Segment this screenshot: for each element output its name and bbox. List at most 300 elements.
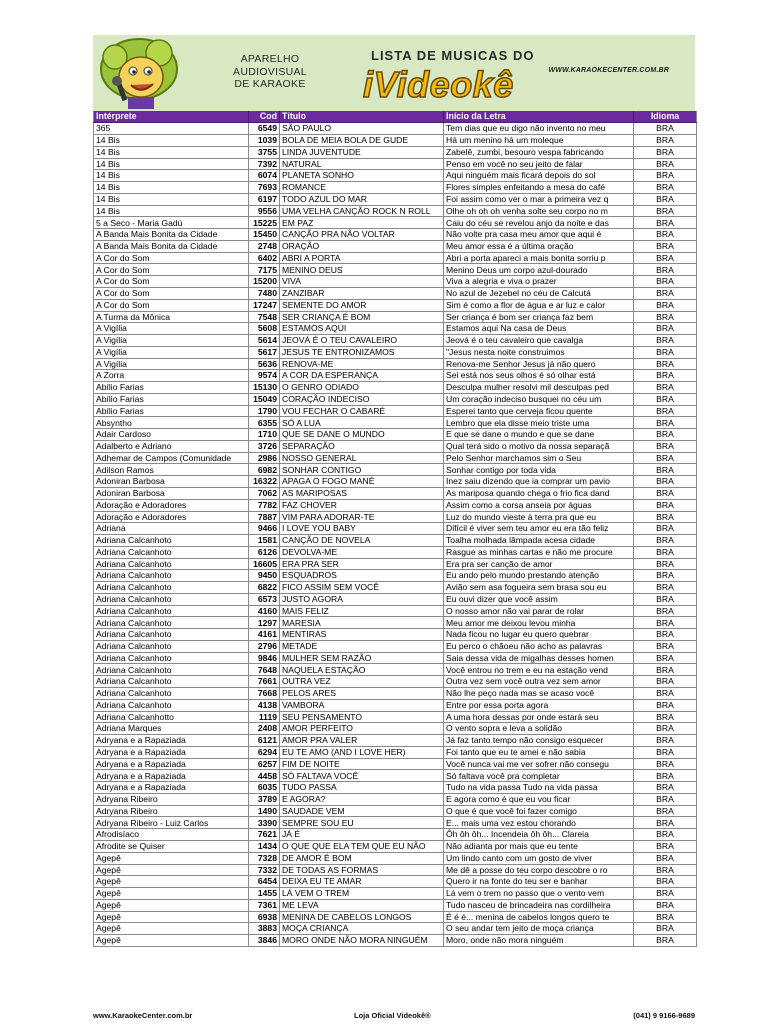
cell-cod: 9466 [249,523,280,535]
cell-idioma: BRA [634,570,697,582]
cell-inicio: Foi tanto que eu te amei e não sabia [444,746,634,758]
cell-idioma: BRA [634,193,697,205]
cell-cod: 6402 [249,252,280,264]
table-row [94,935,697,947]
cell-inicio: Rasgue as minhas cartas e não me procure [444,546,634,558]
cell-titulo: MENINA DE CABELOS LONGOS [280,911,444,923]
cell-inicio: Flores simples enfeitando a mesa do café [444,182,634,194]
cell-interprete: Afrodite se Quiser [94,840,249,852]
cell-cod: 6294 [249,746,280,758]
cell-idioma: BRA [634,817,697,829]
cell-interprete: Adryana e a Rapaziada [94,735,249,747]
song-table [93,111,697,947]
cell-cod: 6121 [249,735,280,747]
header-banner [93,35,695,111]
cell-idioma: BRA [634,523,697,535]
cell-titulo: SÃO PAULO [280,123,444,135]
cell-cod: 7668 [249,688,280,700]
cell-inicio: Aqui ninguém mais ficará depois do sol [444,170,634,182]
aparelho-tagline [205,53,335,91]
table-row [94,746,697,758]
table-row [94,405,697,417]
table-row [94,287,697,299]
cell-cod: 16322 [249,476,280,488]
tagline-line-3: DE KARAOKE [234,78,306,90]
cell-titulo: UMA VELHA CANÇÃO ROCK N ROLL [280,205,444,217]
table-row [94,605,697,617]
table-row [94,193,697,205]
cell-inicio: O vento sopra e leva a solidão [444,723,634,735]
cell-interprete: Adilson Ramos [94,464,249,476]
cell-inicio: Ôh ôh ôh... Incendeia ôh ôh... Clareia [444,829,634,841]
cell-cod: 6982 [249,464,280,476]
cell-titulo: MENINO DEUS [280,264,444,276]
cell-cod: 2408 [249,723,280,735]
cell-inicio: O seu andar tem jeito de moça criança [444,923,634,935]
table-row [94,299,697,311]
cell-cod: 6355 [249,417,280,429]
cell-interprete: A Cor do Som [94,299,249,311]
table-row [94,417,697,429]
cell-titulo: SEU PENSAMENTO [280,711,444,723]
cell-cod: 1581 [249,535,280,547]
cell-titulo: I LOVE YOU BABY [280,523,444,535]
cell-inicio: As mariposa quando chega o frio fica dand [444,488,634,500]
cell-inicio: Você nunca vai me ver sofrer não consegu [444,758,634,770]
cell-inicio: Renova-me Senhor Jesus já não quero [444,358,634,370]
cell-interprete: 365 [94,123,249,135]
cell-idioma: BRA [634,335,697,347]
cell-titulo: ESTAMOS AQUI [280,323,444,335]
cell-cod: 6454 [249,876,280,888]
table-row [94,217,697,229]
cell-inicio: Não lhe peço nada mas se acaso você [444,688,634,700]
cell-idioma: BRA [634,158,697,170]
cell-titulo: ROMANCE [280,182,444,194]
cell-inicio: E... mais uma vez estou chorando [444,817,634,829]
cell-interprete: Adryana Ribeiro [94,793,249,805]
cell-inicio: Menino Deus um corpo azul-dourado [444,264,634,276]
cell-idioma: BRA [634,793,697,805]
col-idioma: Idioma [634,111,697,123]
cell-cod: 7480 [249,287,280,299]
cell-cod: 6573 [249,593,280,605]
cell-titulo: PELOS ARES [280,688,444,700]
cell-interprete: Agepê [94,888,249,900]
cell-idioma: BRA [634,252,697,264]
cell-interprete: Adriana Calcanhoto [94,617,249,629]
cell-inicio: Lembro que ela disse meio triste uma [444,417,634,429]
table-row [94,370,697,382]
cell-titulo: FICO ASSIM SEM VOCÊ [280,582,444,594]
cell-idioma: BRA [634,499,697,511]
table-row [94,570,697,582]
cell-cod: 6822 [249,582,280,594]
cell-interprete: 14 Bis [94,158,249,170]
cell-titulo: BOLA DE MEIA BOLA DE GUDE [280,135,444,147]
cell-inicio: Outra vez sem você outra vez sem amor [444,676,634,688]
table-row [94,452,697,464]
cell-titulo: APAGA O FOGO MANÉ [280,476,444,488]
table-row [94,476,697,488]
cell-titulo: DEIXA EU TE AMAR [280,876,444,888]
table-row [94,323,697,335]
table-row [94,240,697,252]
cell-interprete: Agepê [94,864,249,876]
cell-inicio: Eu perco o chãoeu não acho as palavras [444,640,634,652]
table-row [94,758,697,770]
cell-interprete: A Banda Mais Bonita da Cidade [94,240,249,252]
cell-titulo: MAIS FELIZ [280,605,444,617]
cell-inicio: Avião sem asa fogueira sem brasa sou eu [444,582,634,594]
cell-inicio: Inez saiu dizendo que ia comprar um pavio [444,476,634,488]
cell-interprete: Adriana Calcanhoto [94,640,249,652]
cell-inicio: Viva a alegria e viva o prazer [444,276,634,288]
table-row [94,358,697,370]
cell-inicio: Não volte pra casa meu amor que aqui é [444,229,634,241]
cell-cod: 6074 [249,170,280,182]
cell-titulo: ORAÇÃO [280,240,444,252]
table-row [94,888,697,900]
footer-phone: (041) 9 9166-9689 [633,1011,695,1020]
cell-idioma: BRA [634,264,697,276]
cell-idioma: BRA [634,229,697,241]
cell-cod: 4161 [249,629,280,641]
table-row [94,735,697,747]
cell-cod: 2748 [249,240,280,252]
cell-idioma: BRA [634,393,697,405]
cell-titulo: AMOR PERFEITO [280,723,444,735]
table-row [94,711,697,723]
cell-interprete: Agepê [94,923,249,935]
cell-inicio: Luz do mundo vieste à terra pra que eu [444,511,634,523]
cell-titulo: O GENRO ODIADO [280,382,444,394]
cell-titulo: NAQUELA ESTAÇÃO [280,664,444,676]
cell-idioma: BRA [634,876,697,888]
cell-cod: 6197 [249,193,280,205]
cell-interprete: Adoniran Barbosa [94,476,249,488]
cell-idioma: BRA [634,782,697,794]
cell-inicio: A uma hora dessas por onde estará seu [444,711,634,723]
cell-cod: 4138 [249,699,280,711]
cell-idioma: BRA [634,805,697,817]
cell-interprete: A Cor do Som [94,252,249,264]
cell-cod: 1710 [249,429,280,441]
cell-titulo: VIVA [280,276,444,288]
cell-interprete: 5 a Seco - Maria Gadú [94,217,249,229]
cell-inicio: Toalha molhada lâmpada acesa cidade [444,535,634,547]
cell-inicio: Há um menino há um moleque [444,135,634,147]
cell-cod: 7621 [249,829,280,841]
cell-cod: 6549 [249,123,280,135]
cell-idioma: BRA [634,287,697,299]
cell-inicio: Não adianta por mais que eu tente [444,840,634,852]
cell-inicio: Saia dessa vida de migalhas desses homen [444,652,634,664]
table-row [94,311,697,323]
cell-idioma: BRA [634,440,697,452]
table-row [94,146,697,158]
cell-cod: 7887 [249,511,280,523]
cell-titulo: A COR DA ESPERANÇA [280,370,444,382]
cell-interprete: Abílio Farias [94,382,249,394]
cell-cod: 2796 [249,640,280,652]
tagline-line-1: APARELHO [240,53,300,65]
cell-inicio: Difícil é viver sem teu amor eu era tão feliz [444,523,634,535]
cell-interprete: Adriana Calcanhoto [94,593,249,605]
cell-idioma: BRA [634,746,697,758]
cell-interprete: Adalberto e Adriano [94,440,249,452]
cell-interprete: Agepê [94,876,249,888]
cell-cod: 7175 [249,264,280,276]
table-row [94,170,697,182]
table-row [94,264,697,276]
cell-idioma: BRA [634,676,697,688]
table-row [94,205,697,217]
cell-inicio: Era pra ser canção de amor [444,558,634,570]
cell-idioma: BRA [634,146,697,158]
cell-titulo: NOSSO GENERAL [280,452,444,464]
table-row [94,429,697,441]
table-row [94,182,697,194]
cell-idioma: BRA [634,711,697,723]
cell-titulo: ME LEVA [280,899,444,911]
cell-idioma: BRA [634,217,697,229]
cell-titulo: VIM PARA ADORAR-TE [280,511,444,523]
cell-titulo: TODO AZUL DO MAR [280,193,444,205]
cell-titulo: JESUS TE ENTRONIZAMOS [280,346,444,358]
cell-idioma: BRA [634,852,697,864]
cell-titulo: SER CRIANÇA É BOM [280,311,444,323]
cell-interprete: Adriana Calcanhoto [94,582,249,594]
table-row [94,864,697,876]
table-row [94,852,697,864]
cell-titulo: ZANZIBAR [280,287,444,299]
cell-titulo: SEPARAÇÃO [280,440,444,452]
cell-idioma: BRA [634,170,697,182]
cell-inicio: Meu amor essa é a última oração [444,240,634,252]
cell-titulo: MARESIA [280,617,444,629]
cell-inicio: Já faz tanto tempo não consigo esquecer [444,735,634,747]
table-row [94,664,697,676]
cell-interprete: Adriana Calcanhoto [94,699,249,711]
cell-interprete: 14 Bis [94,170,249,182]
cell-cod: 7361 [249,899,280,911]
cell-titulo: VOU FECHAR O CABARÉ [280,405,444,417]
cell-cod: 1119 [249,711,280,723]
cell-inicio: Sonhar contigo por toda vida [444,464,634,476]
cell-inicio: Estamos aqui Na casa de Deus [444,323,634,335]
cell-cod: 17247 [249,299,280,311]
table-row [94,511,697,523]
cell-interprete: Agepê [94,911,249,923]
cell-interprete: Adair Cardoso [94,429,249,441]
cell-titulo: JEOVÁ É O TEU CAVALEIRO [280,335,444,347]
table-row [94,699,697,711]
table-row [94,629,697,641]
cell-titulo: EM PAZ [280,217,444,229]
table-row [94,617,697,629]
cell-cod: 4160 [249,605,280,617]
table-row [94,723,697,735]
cell-titulo: O QUE QUE ELA TEM QUE EU NÃO [280,840,444,852]
website-link[interactable]: WWW.KARAOKECENTER.COM.BR [548,67,669,74]
table-row [94,229,697,241]
table-row [94,593,697,605]
cell-cod: 15049 [249,393,280,405]
cell-cod: 5636 [249,358,280,370]
footer-website[interactable]: www.KaraokeCenter.com.br [93,1011,193,1020]
table-row [94,382,697,394]
cell-interprete: Adryana Ribeiro - Luiz Carlos [94,817,249,829]
cell-inicio: Sei está nos seus olhos é só olhar está [444,370,634,382]
cell-idioma: BRA [634,888,697,900]
cell-interprete: 14 Bis [94,146,249,158]
table-row [94,911,697,923]
cell-inicio: Esperei tanto que cerveja ficou quente [444,405,634,417]
cell-titulo: DE AMOR É BOM [280,852,444,864]
cell-interprete: A Vigília [94,323,249,335]
cell-inicio: Qual terá sido o motivo da nossa separaçã [444,440,634,452]
cell-idioma: BRA [634,923,697,935]
cell-idioma: BRA [634,911,697,923]
cell-inicio: Assim como a corsa anseia por águas [444,499,634,511]
cell-idioma: BRA [634,452,697,464]
cell-titulo: LÁ VEM O TREM [280,888,444,900]
cell-interprete: Adriana Calcanhoto [94,676,249,688]
cell-cod: 6938 [249,911,280,923]
table-row [94,770,697,782]
ivideoke-logo: iVideokê [363,64,514,105]
cell-titulo: DE TODAS AS FORMAS [280,864,444,876]
cell-titulo: MORO ONDE NÃO MORA NINGUÉM [280,935,444,947]
cell-inicio: Foi assim como ver o mar a primeira vez q [444,193,634,205]
table-row [94,793,697,805]
cell-interprete: Adryana e a Rapaziada [94,770,249,782]
table-row [94,488,697,500]
cell-interprete: Adoniran Barbosa [94,488,249,500]
cell-interprete: Agepê [94,899,249,911]
cell-cod: 9846 [249,652,280,664]
cell-inicio: É é é... menina de cabelos longos quero te [444,911,634,923]
table-row [94,393,697,405]
cell-titulo: ESQUADROS [280,570,444,582]
cell-cod: 7548 [249,311,280,323]
cell-interprete: Adryana e a Rapaziada [94,758,249,770]
cell-titulo: TUDO PASSA [280,782,444,794]
cell-idioma: BRA [634,417,697,429]
cell-titulo: SEMPRE SOU EU [280,817,444,829]
lista-title: LISTA DE MUSICAS DO [371,48,535,63]
cell-idioma: BRA [634,311,697,323]
cell-interprete: Agepê [94,935,249,947]
cell-cod: 7332 [249,864,280,876]
cell-cod: 16605 [249,558,280,570]
table-row [94,676,697,688]
col-titulo: Título [280,111,444,123]
cell-idioma: BRA [634,346,697,358]
mascot-illustration [93,35,185,111]
cell-titulo: PLANETA SONHO [280,170,444,182]
cell-interprete: A Vigília [94,346,249,358]
cell-cod: 7693 [249,182,280,194]
cell-interprete: Afrodisíaco [94,829,249,841]
cell-titulo: DEVOLVA-ME [280,546,444,558]
cell-idioma: BRA [634,123,697,135]
cell-interprete: Adryana e a Rapaziada [94,746,249,758]
cell-interprete: A Cor do Som [94,264,249,276]
cell-idioma: BRA [634,182,697,194]
cell-inicio: Abri a porta apareci a mais bonita sorriu p [444,252,634,264]
cell-titulo: FAZ CHOVER [280,499,444,511]
table-row [94,158,697,170]
cell-idioma: BRA [634,770,697,782]
cell-interprete: Agepê [94,852,249,864]
cell-inicio: Jeová é o teu cavaleiro que cavalga [444,335,634,347]
cell-titulo: MOÇA CRIANÇA [280,923,444,935]
cell-idioma: BRA [634,829,697,841]
cell-interprete: Adriana Calcanhoto [94,664,249,676]
cell-inicio: Olhe oh oh oh venha solte seu corpo no m [444,205,634,217]
cell-cod: 3846 [249,935,280,947]
cell-titulo: SAUDADE VEM [280,805,444,817]
cell-interprete: 14 Bis [94,182,249,194]
table-row [94,276,697,288]
cell-interprete: Adryana Ribeiro [94,805,249,817]
cell-inicio: Lá vem o trem no passo que o vento vem [444,888,634,900]
cell-interprete: Adriana Calcanhoto [94,535,249,547]
cell-cod: 7661 [249,676,280,688]
cell-cod: 7648 [249,664,280,676]
cell-interprete: A Turma da Mônica [94,311,249,323]
cell-cod: 15200 [249,276,280,288]
cell-cod: 1434 [249,840,280,852]
cell-idioma: BRA [634,840,697,852]
cell-titulo: JUSTO AGORA [280,593,444,605]
cell-inicio: Tudo na vida passa Tudo na vida passa [444,782,634,794]
cell-interprete: Adriana Calcanhoto [94,570,249,582]
col-cod: Cod [249,111,280,123]
cell-inicio: E que se dane o mundo e que se dane [444,429,634,441]
table-row [94,805,697,817]
cell-titulo: ABRI A PORTA [280,252,444,264]
cell-idioma: BRA [634,735,697,747]
cell-idioma: BRA [634,629,697,641]
cell-inicio: O nosso amor não vai parar de rolar [444,605,634,617]
cell-interprete: Adhemar de Campos (Comunidade [94,452,249,464]
cell-titulo: MENTIRAS [280,629,444,641]
cell-titulo: SONHAR CONTIGO [280,464,444,476]
cell-titulo: VAMBORA [280,699,444,711]
cell-interprete: A Vigília [94,358,249,370]
cell-titulo: METADE [280,640,444,652]
cell-cod: 1455 [249,888,280,900]
cell-inicio: Ser criança é bom ser criança faz bem [444,311,634,323]
cell-idioma: BRA [634,429,697,441]
cell-titulo: OUTRA VEZ [280,676,444,688]
cell-inicio: Eu ando pelo mundo prestando atenção [444,570,634,582]
cell-interprete: A Cor do Som [94,287,249,299]
table-row [94,652,697,664]
cell-titulo: FIM DE NOITE [280,758,444,770]
cell-titulo: E AGORA? [280,793,444,805]
cell-interprete: A Cor do Som [94,276,249,288]
cell-idioma: BRA [634,405,697,417]
cell-idioma: BRA [634,582,697,594]
cell-idioma: BRA [634,664,697,676]
cell-inicio: Um lindo canto com um gosto de viver [444,852,634,864]
cell-cod: 7782 [249,499,280,511]
cell-inicio: Tem dias que eu digo não invento no meu [444,123,634,135]
